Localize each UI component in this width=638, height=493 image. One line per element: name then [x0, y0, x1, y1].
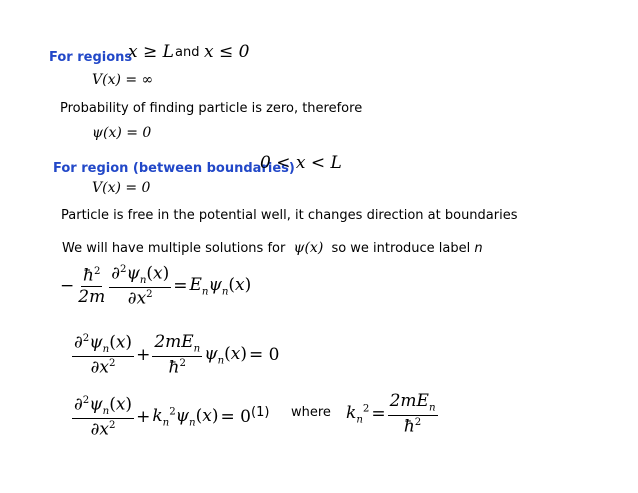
condition-x-le-0: x ≤ 0 — [204, 42, 250, 62]
potential-infinite-equation: V(x) = ∞ — [92, 72, 154, 88]
second-derivative-3: $\frac{\partial^2\psi_n(x)}{\partial x^2}$ — [74, 394, 133, 440]
k-def-symbol: k — [346, 402, 357, 423]
second-derivative-2: $\frac{\partial^2\psi_n(x)}{\partial x^2}$ — [74, 332, 133, 378]
second-derivative: $\frac{\partial^2\psi_n(x)}{\partial x^2}$ — [111, 263, 170, 309]
condition-x-ge-L: x ≥ L — [128, 42, 174, 62]
coefficient-fraction: $\frac{2mE_n}{ħ^2}$ — [154, 332, 201, 378]
psi-of-x: ψ(x) — [293, 240, 324, 256]
k-symbol: k — [152, 406, 163, 427]
equals-zero-2: = 0 — [220, 407, 251, 428]
multiple-solutions-text — [62, 240, 483, 256]
energy-symbol: E — [189, 275, 202, 296]
psi-symbol: ψ — [126, 263, 140, 284]
for-regions-label: For regions — [49, 50, 133, 65]
k-equation: $\frac{\partial^2\psi_n(x)}{\partial x^2}$ + $k_n^2\psi_n(x)$ = 0 — [74, 394, 251, 440]
hbar-over-2m: $\frac{ħ^2}{2m}$ — [78, 265, 106, 308]
condition-between: 0 < x < L — [260, 153, 342, 173]
partial-symbol: ∂ — [111, 263, 120, 284]
hbar: ħ — [83, 265, 94, 286]
multiple-solutions-post: so we introduce label — [331, 241, 471, 256]
rearranged-equation: $\frac{\partial^2\psi_n(x)}{\partial x^2}$ + $\frac{2mE_n}{ħ^2}$ $\psi_n(x)$ = 0 — [74, 332, 280, 378]
hbar-den: ħ — [168, 357, 180, 378]
minus-sign: − — [60, 276, 75, 297]
equals-sign: = — [173, 276, 188, 297]
multiple-solutions-pre: We will have multiple solutions for — [62, 241, 286, 256]
particle-free-text: Particle is free in the potential well, it changes direction at boundaries — [61, 208, 518, 223]
partial-x: ∂x — [127, 288, 147, 309]
plus-sign-2: + — [136, 407, 151, 428]
for-region-between-label: For region (between boundaries) — [53, 161, 295, 176]
two-m-e: 2mE — [154, 332, 194, 353]
where-label: where — [291, 405, 331, 420]
k-definition-fraction: $\frac{2mE_n}{ħ^2}$ — [389, 391, 436, 437]
psi-zero-equation: ψ(x) = 0 — [92, 125, 152, 141]
rhs-psi: ψ — [208, 275, 222, 296]
two-m-e-2: 2mE — [389, 391, 429, 411]
potential-zero-equation: V(x) = 0 — [92, 180, 151, 196]
label-n: n — [474, 241, 483, 256]
plus-sign: + — [136, 345, 151, 366]
schrodinger-equation: − $\frac{ħ^2}{2m}$ $\frac{\partial^2\psi_n(x)}{\partial x^2}$ = $E_n\psi_n(x)$ — [60, 263, 252, 309]
equals-sign-2: = — [371, 403, 386, 424]
and-label: and — [175, 45, 200, 60]
equation-number: (1) — [251, 405, 270, 420]
region-heading-inside — [53, 157, 295, 176]
probability-zero-text: Probability of finding particle is zero, therefore — [60, 101, 363, 116]
k-definition: $k_n^2$ = $\frac{2mE_n}{ħ^2}$ — [346, 391, 436, 437]
region-heading-outside — [49, 46, 132, 65]
hbar-den-2: ħ — [403, 416, 415, 437]
two-m: 2m — [78, 287, 106, 308]
equals-zero: = 0 — [249, 345, 280, 366]
